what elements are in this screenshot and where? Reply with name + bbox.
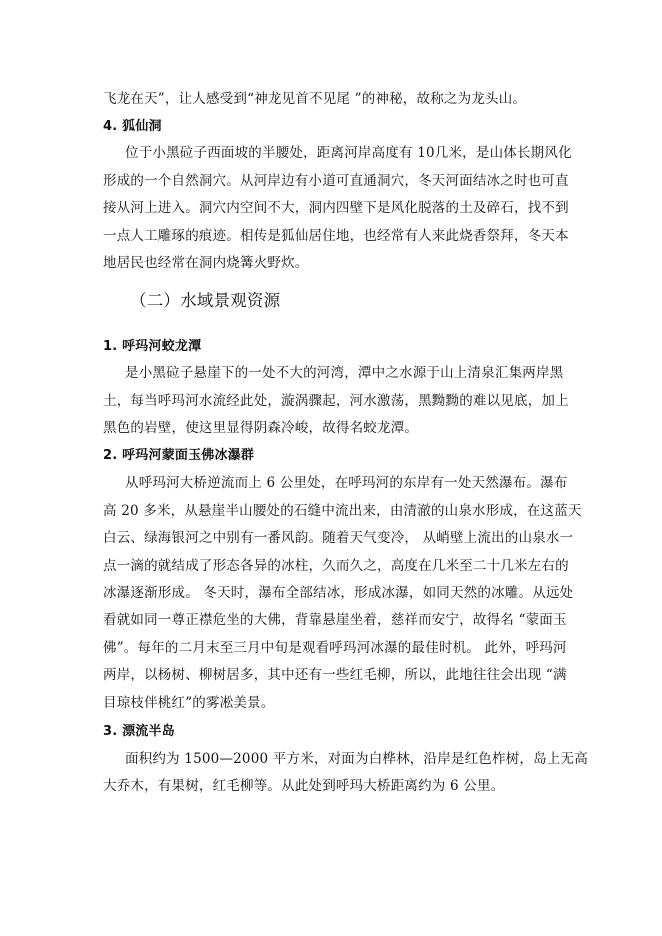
heading-rafting-peninsula: 3. 漂流半岛 — [103, 724, 175, 739]
text-line: 冰瀑逐渐形成。 冬天时，瀑布全部结冰，形成冰瀑，如同天然的冰雕。从远处 — [103, 585, 574, 601]
section-title-water-resources: （二）水域景观资源 — [130, 291, 281, 310]
text-line: 一点人工雕琢的痕迹。相传是狐仙居住地，也经常有人来此烧香祭拜，冬天本 — [103, 228, 569, 244]
text-line: 面积约为 1500—2000 平方米，对面为白桦林，沿岸是红色柞树，岛上无高 — [125, 751, 588, 767]
text-line: 接从河上进入。洞穴内空间不大，洞内四壁下是风化脱落的土及碎石，找不到 — [103, 200, 569, 216]
text-line: 地居民也经常在洞内烧篝火野炊。 — [103, 255, 309, 271]
text-line: 两岸，以杨树、柳树居多，其中还有一些红毛柳，所以，此地往往会出现 “满 — [103, 667, 567, 683]
text-line: 点一滴的就结成了形态各异的冰柱，久而久之，高度在几米至二十几米左右的 — [103, 558, 569, 574]
heading-ice-waterfall: 2. 呼玛河蒙面玉佛冰瀑群 — [103, 448, 255, 463]
text-line: 看就如同一尊正襟危坐的大佛，背靠悬崖坐着，慈祥而安宁，故得名 “蒙面玉 — [103, 612, 567, 628]
text-line: 黑色的岩壁，使这里显得阴森冷峻，故得名蛟龙潭。 — [103, 420, 419, 436]
text-line: 土，每当呼玛河水流经此处，漩涡骤起，河水激荡，黑黝黝的难以见底，加上 — [103, 393, 569, 409]
text-line: 飞龙在天”，让人感受到“神龙见首不见尾 ”的神秘，故称之为龙头山。 — [103, 91, 527, 107]
text-line: 从呼玛河大桥逆流而上 6 公里处，在呼玛河的东岸有一处天然瀑布。瀑布 — [125, 475, 568, 491]
text-line: 佛”。每年的二月末至三月中旬是观看呼玛河冰瀑的最佳时机。 此外，呼玛河 — [103, 640, 567, 656]
text-line: 高 20 多米，从悬崖半山腰处的石缝中流出来，由清澈的山泉水形成，在这蓝天 — [103, 503, 582, 519]
text-line: 位于小黑砬子西面坡的半腰处，距离河岸高度有 10几米，是山体长期风化 — [125, 145, 572, 161]
text-line: 白云、绿海银河之中别有一番风韵。随着天气变冷， 从峭壁上流出的山泉水一 — [103, 530, 574, 546]
heading-dragon-pool: 1. 呼玛河蛟龙潭 — [103, 339, 202, 354]
text-line: 是小黑砬子悬崖下的一处不大的河湾，潭中之水源于山上清泉汇集两岸黑 — [125, 365, 564, 381]
heading-fox-cave: 4. 狐仙洞 — [103, 119, 162, 134]
text-line: 大乔木，有果树，红毛柳等。从此处到呼玛大桥距离约为 6 公里。 — [103, 778, 505, 794]
text-line: 形成的一个自然洞穴。从河岸边有小道可直通洞穴，冬天河面结冰之时也可直 — [103, 173, 569, 189]
text-line: 目琼枝伴桃红”的雾凇美景。 — [103, 695, 275, 711]
